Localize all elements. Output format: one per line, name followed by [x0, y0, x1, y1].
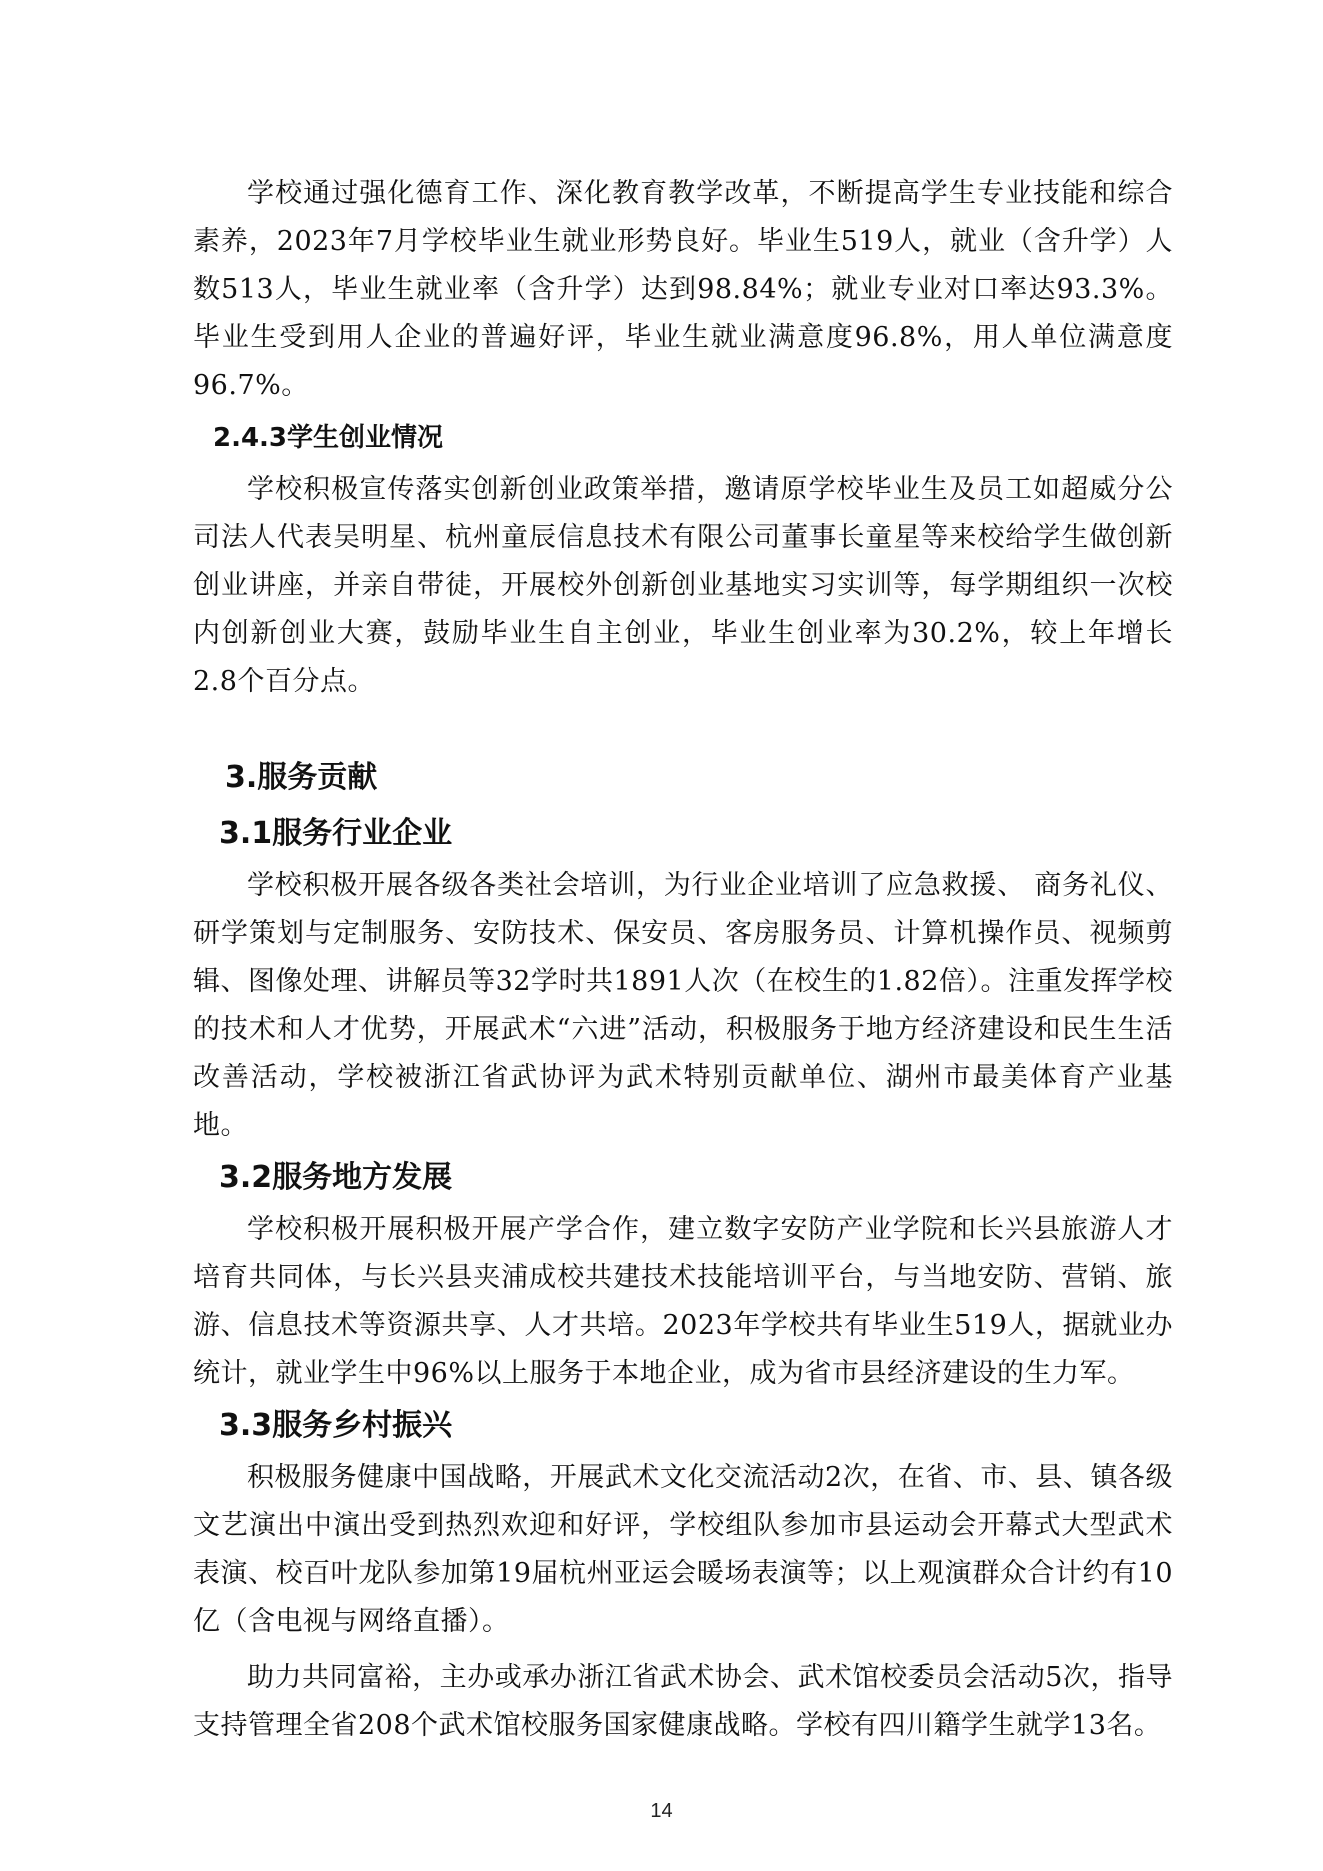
heading-2-4-3: 2.4.3学生创业情况: [213, 423, 444, 453]
page-number: 14: [650, 1800, 673, 1822]
paragraph-entrepreneurship: 学校积极宣传落实创新创业政策举措，邀请原学校毕业生及员工如超威分公司法人代表吴明星、杭州童辰信息技术有限公司董事长童星等来校给学生做创新创业讲座，并亲自带徒，开展校外创新创业基地实习实训等，每学期组织一次校内创新创业大赛，鼓励毕业生自主创业，毕业生创业率为30.2%，较上年增长2.8个百分点。: [193, 474, 1173, 697]
heading-3-1: 3.1服务行业企业: [219, 816, 453, 851]
page-content: [193, 170, 1173, 1750]
heading-3-2: 3.2服务地方发展: [219, 1160, 453, 1195]
paragraph-gap: [193, 1646, 1173, 1654]
paragraph-employment: 学校通过强化德育工作、深化教育教学改革，不断提高学生专业技能和综合素养，2023年7月学校毕业生就业形势良好。毕业生519人，就业（含升学）人数513人，毕业生就业率（含升学）达到98.84%；就业专业对口率达93.3%。毕业生受到用人企业的普遍好评，毕业生就业满意度96.8%，用人单位满意度96.7%。: [193, 178, 1173, 401]
paragraph-rural-revitalization: 积极服务健康中国战略，开展武术文化交流活动2次，在省、市、县、镇各级文艺演出中演出受到热烈欢迎和好评，学校组队参加市县运动会开幕式大型武术表演、校百叶龙队参加第19届杭州亚运会暖场表演等；以上观演群众合计约有10亿（含电视与网络直播）。: [193, 1462, 1173, 1637]
heading-3-3: 3.3服务乡村振兴: [219, 1408, 453, 1443]
paragraph-common-prosperity: 助力共同富裕，主办或承办浙江省武术协会、武术馆校委员会活动5次，指导支持管理全省208个武术馆校服务国家健康战略。学校有四川籍学生就学13名。: [193, 1662, 1173, 1741]
heading-3: 3.服务贡献: [225, 760, 378, 795]
paragraph-industry-service: 学校积极开展各级各类社会培训，为行业企业培训了应急救援、 商务礼仪、研学策划与定制服务、安防技术、保安员、客房服务员、计算机操作员、视频剪辑、图像处理、讲解员等32学时共1891人次（在校生的1.82倍）。注重发挥学校的技术和人才优势，开展武术“六进”活动，积极服务于地方经济建设和民生生活改善活动，学校被浙江省武协评为武术特别贡献单位、湖州市最美体育产业基地。: [193, 870, 1173, 1141]
paragraph-local-development: 学校积极开展积极开展产学合作，建立数字安防产业学院和长兴县旅游人才培育共同体，与长兴县夹浦成校共建技术技能培训平台，与当地安防、营销、旅游、信息技术等资源共享、人才共培。2023年学校共有毕业生519人，据就业办统计，就业学生中96%以上服务于本地企业，成为省市县经济建设的生力军。: [193, 1214, 1173, 1389]
